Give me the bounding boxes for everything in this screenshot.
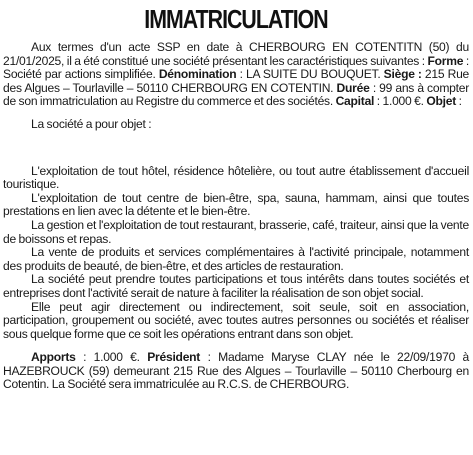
denomination-value: : LA SUITE DU BOUQUET. bbox=[236, 67, 384, 82]
capital-value: : 1.000 €. bbox=[374, 94, 427, 109]
objet-item: La vente de produits et services complémentaires à l'activité principale, notamment des produits de beauté, de bien-être, et des articles de restauration. bbox=[3, 245, 469, 273]
notice-title: IMMATRICULATION bbox=[144, 4, 328, 34]
siege-label: Siège : bbox=[383, 67, 422, 82]
denomination-label: Dénomination bbox=[158, 67, 237, 82]
president-value: : Madame Maryse CLAY née le 22/09/1970 à HAZEBROUCK (59) demeurant 215 Rue des Algues – Tourlaville – 50110 Cherbourg en Cotentin. La Société sera immatriculée au R.C.S. de CHERBOURG. bbox=[3, 350, 469, 392]
intro-paragraph bbox=[3, 41, 469, 109]
objet-item: La société peut prendre toutes participations et tous intérêts dans toutes sociétés et entreprises dont l'activité serait de nature à faciliter la réalisation de son objet social. bbox=[3, 272, 469, 300]
objet-label: Objet bbox=[426, 94, 456, 109]
duree-label: Durée bbox=[336, 80, 370, 95]
apports-value: : 1.000 €. bbox=[75, 350, 148, 365]
objet-item: La gestion et l'exploitation de tout restaurant, brasserie, café, traiteur, ainsi que la vente de boissons et repas. bbox=[3, 217, 469, 246]
objet-item: L'exploitation de tout hôtel, résidence hôtelière, ou tout autre établissement d'accueil touristique. bbox=[3, 163, 469, 192]
forme-value: : Société par actions simplifiée. bbox=[3, 53, 469, 82]
intro-text: Aux termes d'un acte SSP en date à CHERBOURG EN COTENTITN (50) du 21/01/2025, il a été constitué une société présentant les caractéristiques suivantes : bbox=[3, 40, 469, 68]
apports-label: Apports bbox=[31, 350, 76, 365]
president-label: Président bbox=[147, 350, 201, 365]
objet-value: : bbox=[455, 94, 462, 109]
objet-intro: La société a pour objet : bbox=[31, 116, 152, 131]
siege-value: 215 Rue des Algues – Tourlaville – 50110 CHERBOURG EN COTENTIN. bbox=[3, 67, 470, 95]
objet-list bbox=[3, 165, 469, 342]
objet-item: L'exploitation de tout centre de bien-être, spa, sauna, hammam, ainsi que toutes prestations en lien avec la détente et le bien-être. bbox=[3, 190, 469, 219]
forme-label: Forme bbox=[427, 53, 464, 68]
duree-value: : 99 ans à compter de son immatriculation au Registre du commerce et des sociétés. bbox=[3, 80, 469, 109]
objet-item: Elle peut agir directement ou indirectement, soit seule, soit en association, participation, groupement ou société, avec toutes autres personnes ou sociétés et réaliser sous quelque forme que ce soit les opérations entrant dans son objet. bbox=[3, 299, 469, 341]
capital-label: Capital bbox=[335, 94, 375, 109]
closing-paragraph bbox=[3, 351, 469, 392]
